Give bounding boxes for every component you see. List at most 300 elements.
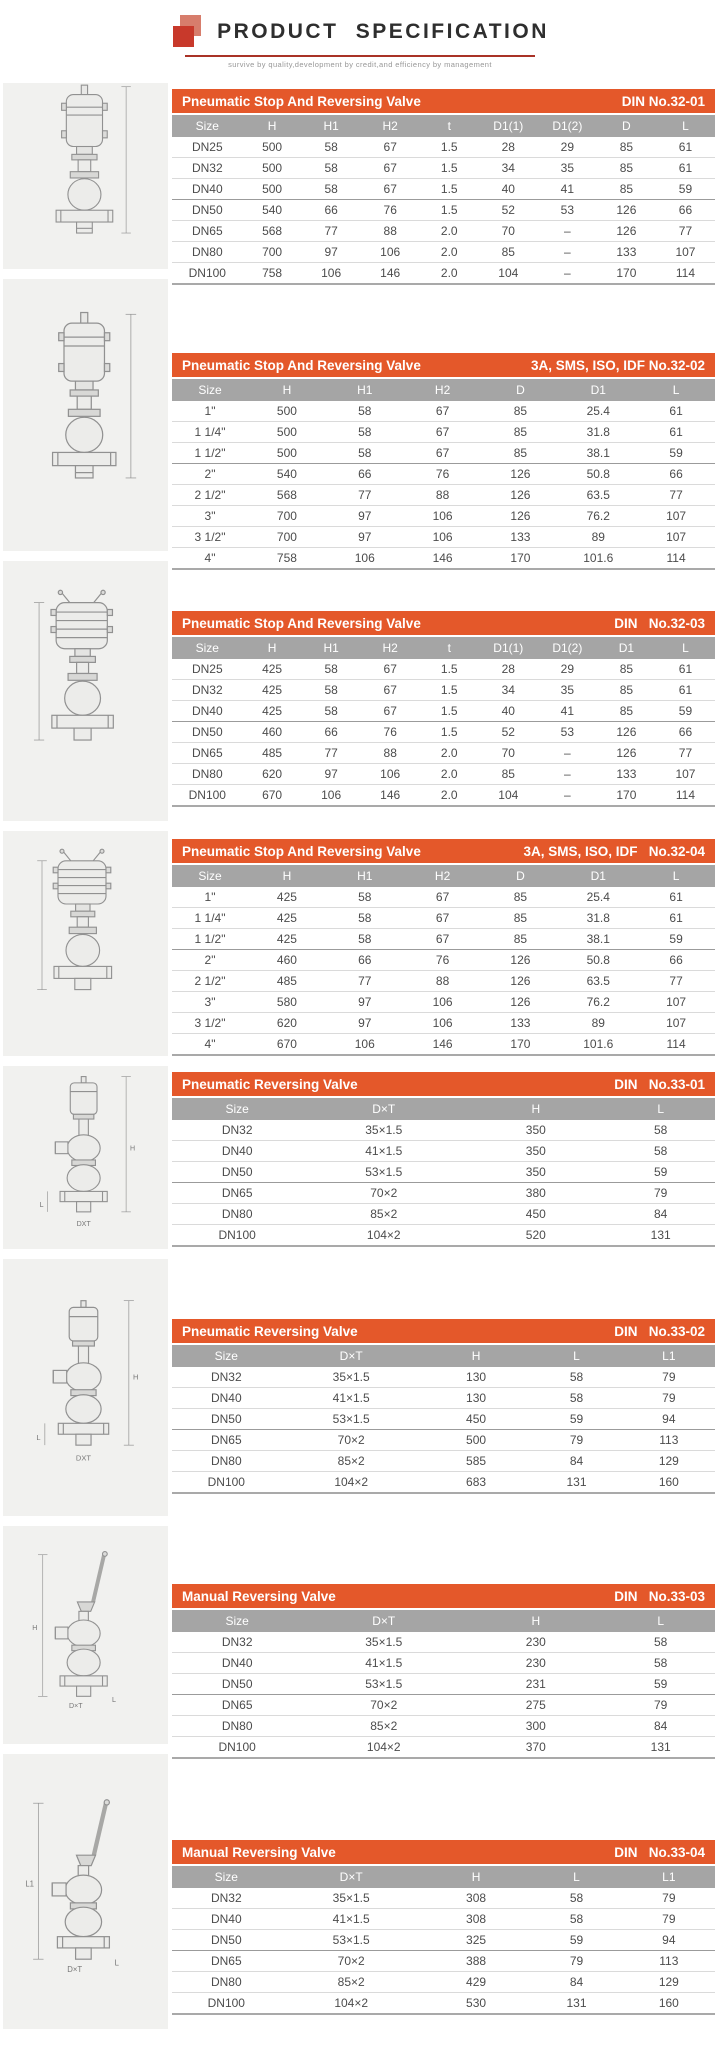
spec-table <box>172 1866 715 2015</box>
table-cell: 2.0 <box>420 221 479 242</box>
table-row <box>172 1972 715 1993</box>
table-cell: DN32 <box>172 1367 281 1388</box>
table-cell: DN50 <box>172 1162 302 1183</box>
table-cell: 2 1/2" <box>172 485 248 506</box>
table-cell: 38.1 <box>559 929 637 950</box>
table-cell: DN65 <box>172 1951 281 1972</box>
table-cell: 146 <box>404 548 482 570</box>
table-row <box>172 1162 715 1183</box>
table-cell: 67 <box>404 401 482 422</box>
table-cell: 429 <box>422 1972 531 1993</box>
table-cell: 106 <box>302 263 361 285</box>
table-cell: 59 <box>637 929 715 950</box>
table-cell: 160 <box>623 1993 715 2015</box>
spec-sections <box>0 83 720 2039</box>
valve-vertical-actuator-drawing <box>20 309 152 520</box>
table-cell: 88 <box>361 743 420 764</box>
table-cell: 66 <box>302 722 361 743</box>
table-cell: 85 <box>597 680 656 701</box>
table-cell: 58 <box>606 1120 715 1141</box>
table-cell: 500 <box>422 1430 531 1451</box>
table-cell: 1.5 <box>420 701 479 722</box>
table-cell: 85 <box>597 137 656 158</box>
svg-text:DXT: DXT <box>75 1453 91 1463</box>
table-cell: 67 <box>404 443 482 464</box>
table-cell: 59 <box>530 1930 622 1951</box>
table-cell: DN100 <box>172 785 243 807</box>
svg-text:L1: L1 <box>24 1879 34 1889</box>
table-header-row <box>172 1610 715 1632</box>
table-cell: DN40 <box>172 1653 302 1674</box>
table-cell: 3" <box>172 992 248 1013</box>
table-cell: 70×2 <box>281 1951 422 1972</box>
table-cell: 104 <box>479 785 538 807</box>
table-cell: 89 <box>559 527 637 548</box>
table-cell: 106 <box>326 548 404 570</box>
table-row <box>172 1388 715 1409</box>
table-cell: 41×1.5 <box>302 1653 465 1674</box>
table-cell: 308 <box>422 1909 531 1930</box>
table-cell: 76.2 <box>559 506 637 527</box>
table-cell: 97 <box>326 506 404 527</box>
table-cell: DN32 <box>172 680 243 701</box>
table-cell: 106 <box>302 785 361 807</box>
table-cell: 85 <box>597 179 656 200</box>
table-row <box>172 1632 715 1653</box>
table-title-bar <box>172 1072 715 1096</box>
page-tagline: survive by quality,development by credit,and efficiency by management <box>228 60 492 69</box>
table-cell: 53×1.5 <box>281 1930 422 1951</box>
valve-drawing-panel <box>3 1754 168 2029</box>
table-cell: 107 <box>637 1013 715 1034</box>
table-cell: 41×1.5 <box>302 1141 465 1162</box>
table-row <box>172 1472 715 1494</box>
table-cell: 380 <box>465 1183 606 1204</box>
table-cell: 425 <box>248 908 326 929</box>
table-cell: 230 <box>465 1632 606 1653</box>
table-cell: 146 <box>361 263 420 285</box>
table-cell: 66 <box>326 464 404 485</box>
table-cell: 85×2 <box>302 1204 465 1225</box>
table-cell: 500 <box>248 422 326 443</box>
table-cell: 58 <box>326 908 404 929</box>
table-row <box>172 743 715 764</box>
title-underline <box>185 55 535 57</box>
table-cell: 61 <box>637 422 715 443</box>
table-cell: 61 <box>656 158 715 179</box>
table-standard: 3A, SMS, ISO, IDF No.32-02 <box>530 357 705 373</box>
table-cell: 58 <box>302 137 361 158</box>
table-cell: 133 <box>482 527 560 548</box>
table-cell: DN50 <box>172 1409 281 1430</box>
table-cell: 170 <box>482 1034 560 1056</box>
table-cell: 126 <box>597 221 656 242</box>
spec-table <box>172 637 715 807</box>
table-cell: 50.8 <box>559 950 637 971</box>
table-row <box>172 1951 715 1972</box>
table-cell: 35×1.5 <box>281 1888 422 1909</box>
table-cell: – <box>538 764 597 785</box>
column-header: H2 <box>361 637 420 659</box>
table-title: Pneumatic Stop And Reversing Valve <box>182 615 421 631</box>
table-row <box>172 1430 715 1451</box>
table-cell: DN32 <box>172 1888 281 1909</box>
table-cell: 58 <box>606 1141 715 1162</box>
table-cell: 2.0 <box>420 263 479 285</box>
table-cell: 670 <box>243 785 302 807</box>
spec-section-33-01 <box>0 1066 720 1259</box>
table-cell: 28 <box>479 659 538 680</box>
svg-text:D×T: D×T <box>68 1703 83 1711</box>
column-header: Size <box>172 1345 281 1367</box>
table-cell: 1 1/2" <box>172 929 248 950</box>
column-header: D×T <box>281 1345 422 1367</box>
spec-table <box>172 1098 715 1247</box>
table-row <box>172 971 715 992</box>
table-cell: 1.5 <box>420 722 479 743</box>
table-cell: 540 <box>248 464 326 485</box>
table-cell: 170 <box>597 785 656 807</box>
table-cell: 85×2 <box>302 1716 465 1737</box>
table-row <box>172 443 715 464</box>
table-cell: 58 <box>302 701 361 722</box>
table-cell: 104×2 <box>281 1993 422 2015</box>
table-cell: 79 <box>530 1430 622 1451</box>
page-header <box>0 0 720 69</box>
brand-logo <box>171 14 207 50</box>
table-cell: 1.5 <box>420 179 479 200</box>
table-cell: 104 <box>479 263 538 285</box>
table-cell: 2.0 <box>420 785 479 807</box>
table-row <box>172 137 715 158</box>
table-cell: 77 <box>656 743 715 764</box>
table-row <box>172 1909 715 1930</box>
table-cell: DN40 <box>172 1909 281 1930</box>
table-row <box>172 1013 715 1034</box>
table-cell: DN65 <box>172 1430 281 1451</box>
svg-text:D×T: D×T <box>66 1965 82 1975</box>
table-cell: 325 <box>422 1930 531 1951</box>
table-cell: 700 <box>248 506 326 527</box>
table-cell: 76 <box>404 950 482 971</box>
table-cell: DN80 <box>172 1204 302 1225</box>
table-cell: 126 <box>482 506 560 527</box>
table-cell: 67 <box>361 659 420 680</box>
table-row <box>172 1141 715 1162</box>
column-header: H <box>248 379 326 401</box>
table-row <box>172 200 715 221</box>
table-cell: 131 <box>530 1993 622 2015</box>
table-cell: 61 <box>656 680 715 701</box>
table-cell: 425 <box>243 701 302 722</box>
table-cell: 450 <box>465 1204 606 1225</box>
table-cell: 133 <box>482 1013 560 1034</box>
table-cell: 3 1/2" <box>172 1013 248 1034</box>
table-cell: DN32 <box>172 158 243 179</box>
table-cell: 77 <box>302 221 361 242</box>
table-cell: 540 <box>243 200 302 221</box>
table-title-bar <box>172 1840 715 1864</box>
table-cell: DN50 <box>172 200 243 221</box>
pneumatic-reversing-drawing <box>27 1075 145 1240</box>
table-cell: 35×1.5 <box>281 1367 422 1388</box>
table-cell: 104×2 <box>281 1472 422 1494</box>
table-cell: 58 <box>530 1367 622 1388</box>
table-cell: 425 <box>243 659 302 680</box>
table-cell: 70×2 <box>302 1695 465 1716</box>
table-cell: 76 <box>361 200 420 221</box>
table-row <box>172 1204 715 1225</box>
spec-section-33-04 <box>0 1754 720 2039</box>
table-cell: 126 <box>482 971 560 992</box>
column-header: D×T <box>302 1610 465 1632</box>
valve-drawing-panel <box>3 831 168 1056</box>
table-cell: 670 <box>248 1034 326 1056</box>
table-cell: 34 <box>479 680 538 701</box>
table-cell: 500 <box>248 401 326 422</box>
table-cell: 106 <box>404 992 482 1013</box>
table-cell: 59 <box>656 701 715 722</box>
column-header: L <box>530 1345 622 1367</box>
table-cell: 130 <box>422 1367 531 1388</box>
table-cell: 370 <box>465 1737 606 1759</box>
table-cell: 700 <box>243 242 302 263</box>
table-standard: DIN No.32-01 <box>621 93 705 109</box>
table-cell: 500 <box>243 179 302 200</box>
column-header: H <box>243 637 302 659</box>
table-cell: 59 <box>637 443 715 464</box>
table-cell: 52 <box>479 722 538 743</box>
table-cell: 130 <box>422 1388 531 1409</box>
table-row <box>172 659 715 680</box>
table-cell: 580 <box>248 992 326 1013</box>
column-header: H <box>422 1866 531 1888</box>
table-cell: 66 <box>656 722 715 743</box>
table-cell: 107 <box>656 242 715 263</box>
table-cell: 59 <box>530 1409 622 1430</box>
table-cell: 53×1.5 <box>281 1409 422 1430</box>
table-standard: 3A, SMS, ISO, IDF No.32-04 <box>523 843 705 859</box>
table-standard: DIN No.33-01 <box>614 1076 705 1092</box>
table-cell: 146 <box>361 785 420 807</box>
table-cell: 2 1/2" <box>172 971 248 992</box>
table-row <box>172 485 715 506</box>
table-title-bar <box>172 611 715 635</box>
table-cell: 79 <box>623 1388 715 1409</box>
table-cell: 77 <box>637 485 715 506</box>
table-cell: 85 <box>482 401 560 422</box>
svg-text:L: L <box>39 1202 44 1210</box>
table-cell: 520 <box>465 1225 606 1247</box>
table-cell: 114 <box>637 548 715 570</box>
table-cell: DN80 <box>172 1972 281 1993</box>
svg-text:H: H <box>31 1625 37 1633</box>
table-cell: DN65 <box>172 743 243 764</box>
table-cell: 35 <box>538 158 597 179</box>
column-header: H1 <box>326 379 404 401</box>
table-row <box>172 1451 715 1472</box>
table-cell: 41 <box>538 179 597 200</box>
table-cell: 3" <box>172 506 248 527</box>
table-cell: DN80 <box>172 1716 302 1737</box>
table-row <box>172 1034 715 1056</box>
valve-vertical-actuator-drawing <box>27 82 145 271</box>
table-cell: 79 <box>623 1909 715 1930</box>
column-header: D1(1) <box>479 115 538 137</box>
table-cell: 29 <box>538 137 597 158</box>
table-cell: 425 <box>243 680 302 701</box>
table-cell: 67 <box>361 158 420 179</box>
table-cell: DN100 <box>172 1737 302 1759</box>
column-header: L <box>637 865 715 887</box>
table-cell: 97 <box>302 242 361 263</box>
table-cell: – <box>538 785 597 807</box>
table-cell: 126 <box>597 200 656 221</box>
table-cell: 1.5 <box>420 158 479 179</box>
table-cell: 1.5 <box>420 200 479 221</box>
table-header-row <box>172 637 715 659</box>
table-cell: 106 <box>326 1034 404 1056</box>
table-cell: 67 <box>404 422 482 443</box>
table-cell: 58 <box>326 929 404 950</box>
column-header: Size <box>172 1098 302 1120</box>
column-header: t <box>420 115 479 137</box>
table-cell: 97 <box>326 1013 404 1034</box>
column-header: H <box>248 865 326 887</box>
column-header: D <box>482 865 560 887</box>
table-cell: 77 <box>637 971 715 992</box>
table-standard: DIN No.33-04 <box>614 1844 705 1860</box>
table-cell: 31.8 <box>559 908 637 929</box>
table-cell: 84 <box>530 1451 622 1472</box>
manual-reversing-drawing <box>27 1550 145 1719</box>
table-header-row <box>172 115 715 137</box>
table-header-row <box>172 1098 715 1120</box>
table-cell: 620 <box>248 1013 326 1034</box>
table-title-bar <box>172 353 715 377</box>
valve-drawing-panel <box>3 1526 168 1744</box>
column-header: L1 <box>623 1345 715 1367</box>
table-cell: 66 <box>302 200 361 221</box>
table-row <box>172 1716 715 1737</box>
table-cell: 84 <box>530 1972 622 1993</box>
table-cell: DN80 <box>172 764 243 785</box>
table-cell: 53×1.5 <box>302 1674 465 1695</box>
table-cell: 350 <box>465 1120 606 1141</box>
table-cell: 66 <box>637 950 715 971</box>
table-row <box>172 1409 715 1430</box>
column-header: L <box>637 379 715 401</box>
table-cell: 114 <box>637 1034 715 1056</box>
table-cell: 131 <box>530 1472 622 1494</box>
table-title: Pneumatic Stop And Reversing Valve <box>182 93 421 109</box>
table-title: Pneumatic Stop And Reversing Valve <box>182 357 421 373</box>
table-cell: 170 <box>482 548 560 570</box>
spec-table <box>172 379 715 570</box>
table-cell: 231 <box>465 1674 606 1695</box>
table-cell: 101.6 <box>559 548 637 570</box>
spec-section-32-03 <box>0 561 720 831</box>
table-cell: 88 <box>404 485 482 506</box>
spec-section-32-02 <box>0 279 720 565</box>
table-cell: – <box>538 242 597 263</box>
table-cell: 500 <box>243 158 302 179</box>
table-cell: DN50 <box>172 1674 302 1695</box>
column-header: D1 <box>559 379 637 401</box>
table-cell: 131 <box>606 1225 715 1247</box>
table-row <box>172 1930 715 1951</box>
table-cell: 85 <box>479 242 538 263</box>
table-title: Manual Reversing Valve <box>182 1844 336 1860</box>
table-cell: 35 <box>538 680 597 701</box>
table-cell: 76 <box>404 464 482 485</box>
table-cell: – <box>538 743 597 764</box>
table-cell: 70×2 <box>281 1430 422 1451</box>
table-cell: 129 <box>623 1972 715 1993</box>
table-cell: DN65 <box>172 1695 302 1716</box>
table-cell: 2" <box>172 950 248 971</box>
table-cell: 34 <box>479 158 538 179</box>
table-cell: 700 <box>248 527 326 548</box>
table-cell: 146 <box>404 1034 482 1056</box>
table-cell: 67 <box>361 680 420 701</box>
column-header: H2 <box>361 115 420 137</box>
table-cell: 85 <box>597 158 656 179</box>
table-cell: 41 <box>538 701 597 722</box>
table-cell: 84 <box>606 1204 715 1225</box>
table-row <box>172 950 715 971</box>
table-cell: 131 <box>606 1737 715 1759</box>
column-header: H2 <box>404 865 482 887</box>
spec-table <box>172 1345 715 1494</box>
table-cell: DN25 <box>172 659 243 680</box>
table-cell: 88 <box>404 971 482 992</box>
column-header: L <box>530 1866 622 1888</box>
column-header: H2 <box>404 379 482 401</box>
table-row <box>172 701 715 722</box>
table-cell: 97 <box>326 527 404 548</box>
table-cell: 25.4 <box>559 401 637 422</box>
spec-section-33-02 <box>0 1259 720 1526</box>
table-cell: DN100 <box>172 1225 302 1247</box>
table-cell: 40 <box>479 179 538 200</box>
table-row <box>172 242 715 263</box>
table-cell: 61 <box>656 137 715 158</box>
table-cell: 79 <box>623 1888 715 1909</box>
svg-text:L: L <box>111 1697 116 1705</box>
table-row <box>172 1225 715 1247</box>
table-cell: 79 <box>623 1367 715 1388</box>
table-cell: 40 <box>479 701 538 722</box>
table-cell: 460 <box>243 722 302 743</box>
table-cell: 29 <box>538 659 597 680</box>
table-cell: 230 <box>465 1653 606 1674</box>
table-cell: 350 <box>465 1162 606 1183</box>
table-cell: 77 <box>656 221 715 242</box>
table-cell: 66 <box>326 950 404 971</box>
column-header: Size <box>172 637 243 659</box>
column-header: Size <box>172 1610 302 1632</box>
table-standard: DIN No.33-03 <box>614 1588 705 1604</box>
column-header: H1 <box>302 637 361 659</box>
valve-drawing-panel <box>3 1259 168 1516</box>
table-cell: 58 <box>302 659 361 680</box>
column-header: L1 <box>623 1866 715 1888</box>
table-row <box>172 722 715 743</box>
table-cell: 77 <box>326 971 404 992</box>
table-cell: 79 <box>530 1951 622 1972</box>
table-cell: 485 <box>248 971 326 992</box>
